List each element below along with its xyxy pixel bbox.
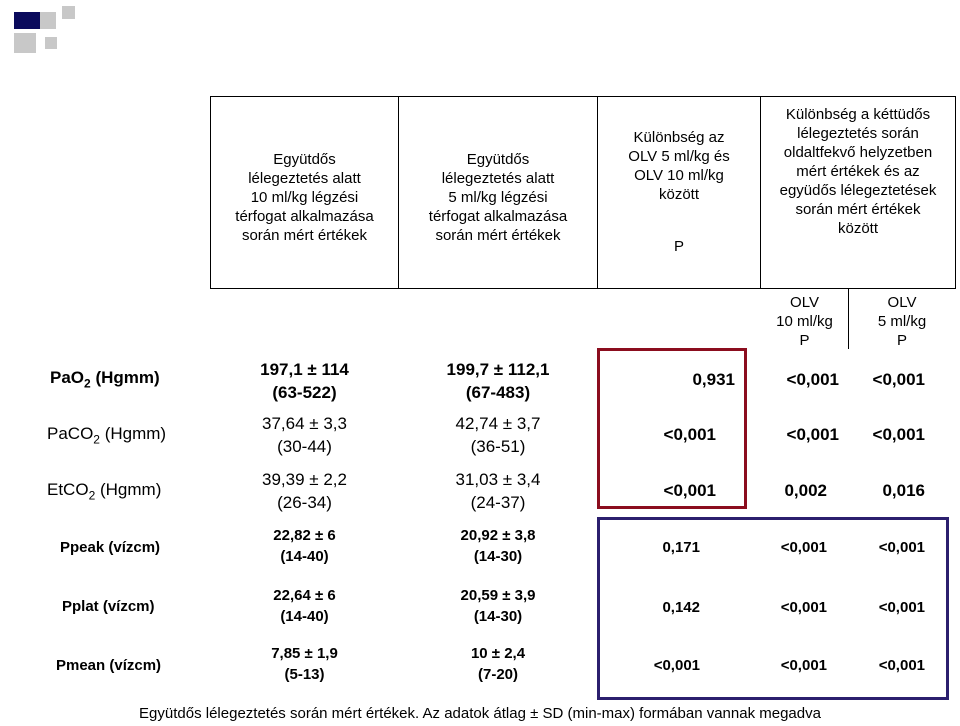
row-label: PaCO$_2$ (Hgmm) — [47, 424, 167, 447]
header-col-olv10 — [211, 150, 398, 245]
p-value-difference: <0,001 — [663, 425, 716, 444]
table-caption: Együtdős lélegeztetés során mért értékek. Az adatok átlag ± SD (min-max) formában vannak megadva — [139, 705, 821, 722]
p-value-olv10: 0,002 — [784, 481, 827, 500]
header-line: lélegeztetés alatt — [441, 170, 555, 187]
table-top-border — [210, 96, 956, 97]
header-line: térfogat alkalmazása — [428, 208, 568, 225]
p-value-olv5: 0,016 — [882, 481, 925, 500]
p-value-olv5: <0,001 — [878, 599, 925, 616]
p-value-olv10: <0,001 — [780, 657, 827, 674]
header-line: között — [837, 220, 879, 237]
header-line: Különbség az — [633, 129, 725, 146]
row-label: Pplat (vízcm) — [62, 598, 155, 615]
p-value-olv10: <0,001 — [780, 599, 827, 616]
p-value-difference: 0,142 — [662, 599, 700, 616]
corner-square-grey — [40, 12, 56, 29]
header-line: együdős lélegeztetések — [779, 182, 937, 199]
subheader-olv10 — [761, 293, 848, 350]
header-line: OLV 10 ml/kg — [634, 167, 724, 184]
corner-square-navy — [14, 12, 40, 29]
p-value-difference: 0,171 — [662, 539, 700, 556]
header-line: OLV 5 ml/kg és — [628, 148, 730, 165]
p-value-olv5: <0,001 — [872, 370, 925, 389]
row-label: EtCO$_2$ (Hgmm) — [47, 480, 162, 503]
header-line: Együtdős — [466, 151, 530, 168]
p-value-difference: <0,001 — [653, 657, 700, 674]
value-cell-olv10: 22,82 ± 6 (14-40) — [273, 527, 336, 565]
header-line: mért értékek és az — [796, 163, 920, 180]
p-value-olv10: <0,001 — [786, 370, 839, 389]
header-line: során mért értékek — [435, 227, 561, 244]
header-line: 5 ml/kg — [877, 313, 927, 330]
value-cell-olv10: 39,39 ± 2,2 (26-34) — [262, 470, 347, 512]
corner-square-grey — [62, 6, 75, 19]
header-col-difference-two-lung — [761, 105, 955, 238]
header-p-label: P — [673, 238, 684, 255]
p-value-olv5: <0,001 — [878, 657, 925, 674]
corner-square-grey — [14, 33, 36, 53]
header-col-olv5 — [399, 150, 597, 245]
p-value-difference: 0,931 — [692, 370, 735, 389]
header-line: 10 ml/kg légzési — [250, 189, 359, 206]
table-right-border — [955, 96, 956, 289]
value-cell-olv5: 10 ± 2,4 (7-20) — [470, 645, 526, 683]
header-line: P — [799, 332, 810, 349]
value-cell-olv10: 7,85 ± 1,9 (5-13) — [271, 645, 338, 683]
row-label: PaO$_2$ (Hgmm) — [50, 368, 160, 391]
value-cell-olv5: 31,03 ± 3,4 (24-37) — [455, 470, 541, 512]
header-line: 5 ml/kg légzési — [448, 189, 548, 206]
header-line: Együtdős — [273, 151, 336, 168]
p-value-difference: <0,001 — [663, 481, 716, 500]
corner-square-grey — [45, 37, 57, 49]
value-cell-olv5: 42,74 ± 3,7 (36-51) — [455, 414, 541, 456]
value-cell-olv5: 199,7 ± 112,1 (67-483) — [446, 360, 550, 402]
value-cell-olv5: 20,92 ± 3,8 (14-30) — [460, 527, 536, 565]
header-line: oldaltfekvő helyzetben — [783, 144, 933, 161]
header-line: lélegeztetés alatt — [248, 170, 361, 187]
header-line: Különbség a kéttüdős — [785, 106, 931, 123]
row-label: Pmean (vízcm) — [56, 657, 162, 674]
header-line: térfogat alkalmazása — [235, 208, 374, 225]
header-line: során mért értékek — [241, 227, 368, 244]
p-value-olv5: <0,001 — [878, 539, 925, 556]
value-cell-olv10: 22,64 ± 6 (14-40) — [273, 587, 336, 625]
header-line: lélegeztetés során — [797, 125, 919, 142]
row-label: Ppeak (vízcm) — [60, 539, 161, 556]
header-line: P — [896, 332, 907, 349]
p-value-olv5: <0,001 — [872, 425, 925, 444]
value-cell-olv5: 20,59 ± 3,9 (14-30) — [460, 587, 536, 625]
p-value-olv10: <0,001 — [780, 539, 827, 556]
p-value-olv10: <0,001 — [786, 425, 839, 444]
subheader-olv5 — [849, 293, 955, 350]
header-line: OLV — [790, 294, 819, 311]
header-line: OLV — [887, 294, 917, 311]
header-col-difference — [598, 128, 760, 256]
header-line: között — [658, 186, 700, 203]
header-line: 10 ml/kg — [776, 313, 833, 330]
value-cell-olv10: 37,64 ± 3,3 (30-44) — [262, 414, 347, 456]
header-bottom-border — [210, 288, 956, 289]
header-line: során mért értékek — [795, 201, 921, 218]
value-cell-olv10: 197,1 ± 114 (63-522) — [260, 360, 349, 402]
